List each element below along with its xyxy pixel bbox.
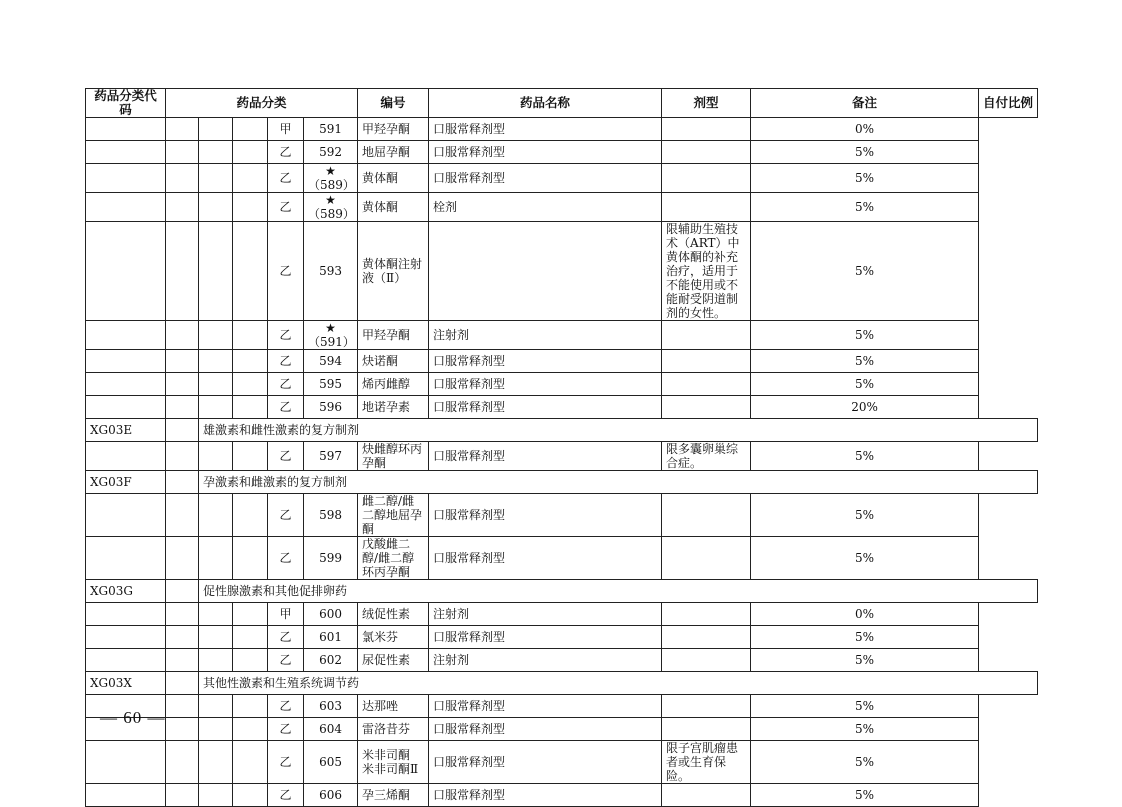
drug-name-cell — [358, 626, 429, 649]
drug-name: 地屈孕酮 — [362, 145, 411, 159]
header-name: 药品名称 — [429, 89, 662, 118]
level-3-cell — [233, 784, 268, 807]
note-cell — [662, 494, 751, 537]
drug-name-cell — [358, 141, 429, 164]
category-name: 孕激素和雌激素的复方制剂 — [199, 471, 1038, 494]
drug-catalog-table — [85, 88, 1038, 807]
table-row — [86, 164, 1038, 193]
header-form: 剂型 — [662, 89, 751, 118]
number-cell: ★（589） — [304, 193, 358, 222]
note-cell — [662, 784, 751, 807]
header-ratio: 自付比例 — [979, 89, 1038, 118]
ratio-cell: 5% — [751, 193, 979, 222]
ratio-cell: 5% — [751, 695, 979, 718]
dosage-form-cell — [429, 222, 662, 321]
code-cell — [86, 118, 166, 141]
number-cell: 592 — [304, 141, 358, 164]
level-3-cell — [233, 741, 268, 784]
note-cell — [662, 373, 751, 396]
dosage-form-cell: 口服常释剂型 — [429, 695, 662, 718]
dosage-form-cell: 口服常释剂型 — [429, 118, 662, 141]
level-3-cell — [233, 649, 268, 672]
drug-name: 雌二醇/雌二醇地屈孕酮 — [362, 494, 423, 536]
number-cell: ★（591） — [304, 321, 358, 350]
number-cell: 601 — [304, 626, 358, 649]
table-row — [86, 494, 1038, 537]
code-cell — [86, 649, 166, 672]
drug-name-cell — [358, 164, 429, 193]
note-cell — [662, 321, 751, 350]
number-cell: 597 — [304, 442, 358, 471]
number-cell: 599 — [304, 537, 358, 580]
table-row — [86, 350, 1038, 373]
drug-name-cell — [358, 442, 429, 471]
dosage-form-cell: 口服常释剂型 — [429, 784, 662, 807]
note-cell: 限多囊卵巢综合症。 — [662, 442, 751, 471]
number-cell: 596 — [304, 396, 358, 419]
drug-name-cell — [358, 321, 429, 350]
category-spacer — [166, 672, 199, 695]
class-cell: 乙 — [268, 193, 304, 222]
drug-name-cell — [358, 193, 429, 222]
class-cell: 乙 — [268, 321, 304, 350]
level-1-cell — [166, 718, 199, 741]
class-cell: 乙 — [268, 537, 304, 580]
ratio-cell: 5% — [751, 321, 979, 350]
number-cell: 594 — [304, 350, 358, 373]
header-code: 药品分类代码 — [86, 89, 166, 118]
level-2-cell — [199, 718, 233, 741]
drug-name: 孕三烯酮 — [362, 788, 411, 802]
number-cell: 598 — [304, 494, 358, 537]
ratio-cell: 20% — [751, 396, 979, 419]
level-1-cell — [166, 141, 199, 164]
note-cell — [662, 164, 751, 193]
drug-name: 黄体酮 — [362, 200, 399, 214]
level-1-cell — [166, 741, 199, 784]
table-row — [86, 718, 1038, 741]
ratio-cell: 5% — [751, 494, 979, 537]
code-cell — [86, 494, 166, 537]
drug-name: 甲羟孕酮 — [362, 122, 411, 136]
number-cell: 602 — [304, 649, 358, 672]
category-code: XG03F — [86, 471, 166, 494]
drug-name: 黄体酮 — [362, 171, 399, 185]
class-cell: 乙 — [268, 626, 304, 649]
level-1-cell — [166, 494, 199, 537]
drug-name-cell — [358, 603, 429, 626]
level-2-cell — [199, 442, 233, 471]
drug-name-cell — [358, 649, 429, 672]
category-row — [86, 672, 1038, 695]
table-row — [86, 141, 1038, 164]
table-row — [86, 649, 1038, 672]
drug-name: 绒促性素 — [362, 607, 411, 621]
table-row — [86, 695, 1038, 718]
dosage-form-cell: 口服常释剂型 — [429, 350, 662, 373]
ratio-cell: 5% — [751, 784, 979, 807]
dosage-form-cell: 口服常释剂型 — [429, 373, 662, 396]
ratio-cell: 0% — [751, 603, 979, 626]
dosage-form-cell: 口服常释剂型 — [429, 141, 662, 164]
level-2-cell — [199, 193, 233, 222]
code-cell — [86, 164, 166, 193]
dosage-form-cell: 注射剂 — [429, 603, 662, 626]
level-2-cell — [199, 164, 233, 193]
table-row — [86, 537, 1038, 580]
level-3-cell — [233, 193, 268, 222]
dosage-form-cell: 口服常释剂型 — [429, 537, 662, 580]
level-1-cell — [166, 537, 199, 580]
table-row — [86, 222, 1038, 321]
level-3-cell — [233, 164, 268, 193]
header-number: 编号 — [358, 89, 429, 118]
level-3-cell — [233, 537, 268, 580]
level-3-cell — [233, 494, 268, 537]
level-3-cell — [233, 350, 268, 373]
ratio-cell: 5% — [751, 537, 979, 580]
drug-name-cell — [358, 741, 429, 784]
drug-name-cell — [358, 784, 429, 807]
class-cell: 乙 — [268, 784, 304, 807]
level-3-cell — [233, 396, 268, 419]
note-cell: 限辅助生殖技术（ART）中黄体酮的补充治疗，适用于不能使用或不能耐受阴道制剂的女性。 — [662, 222, 751, 321]
category-row — [86, 580, 1038, 603]
ratio-cell: 5% — [751, 373, 979, 396]
number-cell: 593 — [304, 222, 358, 321]
drug-name-cell — [358, 396, 429, 419]
ratio-cell: 5% — [751, 718, 979, 741]
level-1-cell — [166, 164, 199, 193]
note-cell — [662, 695, 751, 718]
number-cell: 591 — [304, 118, 358, 141]
table-row — [86, 741, 1038, 784]
note-cell — [662, 396, 751, 419]
code-cell — [86, 373, 166, 396]
category-code: XG03E — [86, 419, 166, 442]
level-1-cell — [166, 649, 199, 672]
class-cell: 乙 — [268, 164, 304, 193]
class-cell: 乙 — [268, 350, 304, 373]
level-2-cell — [199, 741, 233, 784]
category-code: XG03G — [86, 580, 166, 603]
code-cell — [86, 222, 166, 321]
ratio-cell: 5% — [751, 164, 979, 193]
dosage-form-cell: 口服常释剂型 — [429, 718, 662, 741]
level-1-cell — [166, 626, 199, 649]
drug-name-cell — [358, 695, 429, 718]
table-row — [86, 603, 1038, 626]
drug-name-cell — [358, 350, 429, 373]
ratio-cell: 5% — [751, 649, 979, 672]
ratio-cell: 5% — [751, 442, 979, 471]
drug-name-cell — [358, 222, 429, 321]
class-cell: 乙 — [268, 396, 304, 419]
drug-name: 烯丙雌醇 — [362, 377, 411, 391]
code-cell — [86, 396, 166, 419]
number-cell: 606 — [304, 784, 358, 807]
level-1-cell — [166, 193, 199, 222]
class-cell: 乙 — [268, 141, 304, 164]
level-2-cell — [199, 350, 233, 373]
drug-name: 达那唑 — [362, 699, 399, 713]
level-3-cell — [233, 442, 268, 471]
level-1-cell — [166, 695, 199, 718]
category-name: 其他性激素和生殖系统调节药 — [199, 672, 1038, 695]
level-1-cell — [166, 321, 199, 350]
table-row — [86, 784, 1038, 807]
table-row — [86, 373, 1038, 396]
level-3-cell — [233, 222, 268, 321]
note-cell — [662, 350, 751, 373]
code-cell — [86, 537, 166, 580]
code-cell — [86, 442, 166, 471]
dosage-form-cell: 口服常释剂型 — [429, 164, 662, 193]
class-cell: 乙 — [268, 373, 304, 396]
drug-name-cell — [358, 718, 429, 741]
note-cell — [662, 626, 751, 649]
category-spacer — [166, 471, 199, 494]
table-row — [86, 442, 1038, 471]
category-row — [86, 419, 1038, 442]
class-cell: 甲 — [268, 603, 304, 626]
class-cell: 乙 — [268, 649, 304, 672]
header-note: 备注 — [751, 89, 979, 118]
page-number: — 60 — — [100, 708, 166, 727]
category-name: 促性腺激素和其他促排卵药 — [199, 580, 1038, 603]
level-2-cell — [199, 537, 233, 580]
class-cell: 乙 — [268, 222, 304, 321]
level-3-cell — [233, 118, 268, 141]
level-3-cell — [233, 718, 268, 741]
note-cell — [662, 118, 751, 141]
level-2-cell — [199, 373, 233, 396]
table-row — [86, 118, 1038, 141]
drug-name: 甲羟孕酮 — [362, 328, 411, 342]
dosage-form-cell: 栓剂 — [429, 193, 662, 222]
dosage-form-cell: 口服常释剂型 — [429, 741, 662, 784]
dosage-form-cell: 口服常释剂型 — [429, 442, 662, 471]
table-header-row — [86, 89, 1038, 118]
level-2-cell — [199, 494, 233, 537]
note-cell — [662, 537, 751, 580]
level-3-cell — [233, 373, 268, 396]
dosage-form-cell: 口服常释剂型 — [429, 396, 662, 419]
dosage-form-cell: 注射剂 — [429, 321, 662, 350]
drug-name: 地诺孕素 — [362, 400, 411, 414]
number-cell: 604 — [304, 718, 358, 741]
level-1-cell — [166, 442, 199, 471]
ratio-cell: 0% — [751, 118, 979, 141]
table-row — [86, 396, 1038, 419]
category-name: 雄激素和雌性激素的复方制剂 — [199, 419, 1038, 442]
level-2-cell — [199, 222, 233, 321]
level-2-cell — [199, 141, 233, 164]
ratio-cell: 5% — [751, 141, 979, 164]
level-1-cell — [166, 350, 199, 373]
ratio-cell: 5% — [751, 626, 979, 649]
code-cell — [86, 141, 166, 164]
drug-name-cell — [358, 494, 429, 537]
note-cell — [662, 193, 751, 222]
note-cell — [662, 649, 751, 672]
level-2-cell — [199, 603, 233, 626]
ratio-cell: 5% — [751, 222, 979, 321]
category-row — [86, 471, 1038, 494]
level-1-cell — [166, 603, 199, 626]
level-2-cell — [199, 784, 233, 807]
level-1-cell — [166, 222, 199, 321]
level-3-cell — [233, 626, 268, 649]
level-3-cell — [233, 141, 268, 164]
class-cell: 乙 — [268, 494, 304, 537]
header-category: 药品分类 — [166, 89, 358, 118]
code-cell — [86, 350, 166, 373]
level-3-cell — [233, 321, 268, 350]
drug-name-cell — [358, 373, 429, 396]
number-cell: 600 — [304, 603, 358, 626]
level-1-cell — [166, 373, 199, 396]
level-2-cell — [199, 118, 233, 141]
level-3-cell — [233, 603, 268, 626]
note-cell: 限子宫肌瘤患者或生育保险。 — [662, 741, 751, 784]
class-cell: 乙 — [268, 695, 304, 718]
ratio-cell: 5% — [751, 350, 979, 373]
code-cell — [86, 784, 166, 807]
number-cell: 603 — [304, 695, 358, 718]
note-cell — [662, 603, 751, 626]
number-cell: 595 — [304, 373, 358, 396]
table-row — [86, 321, 1038, 350]
level-2-cell — [199, 626, 233, 649]
level-1-cell — [166, 396, 199, 419]
drug-name: 雷洛昔芬 — [362, 722, 411, 736]
level-3-cell — [233, 695, 268, 718]
dosage-form-cell: 口服常释剂型 — [429, 494, 662, 537]
drug-name: 炔雌醇环丙孕酮 — [362, 442, 423, 470]
dosage-form-cell: 口服常释剂型 — [429, 626, 662, 649]
drug-name: 尿促性素 — [362, 653, 411, 667]
code-cell — [86, 321, 166, 350]
number-cell: ★（589） — [304, 164, 358, 193]
code-cell — [86, 626, 166, 649]
table-row — [86, 193, 1038, 222]
note-cell — [662, 141, 751, 164]
ratio-cell: 5% — [751, 741, 979, 784]
category-spacer — [166, 419, 199, 442]
drug-name: 米非司酮 — [362, 748, 411, 762]
level-2-cell — [199, 396, 233, 419]
level-1-cell — [166, 784, 199, 807]
level-2-cell — [199, 649, 233, 672]
code-cell — [86, 603, 166, 626]
category-code: XG03X — [86, 672, 166, 695]
category-spacer — [166, 580, 199, 603]
drug-name-cell — [358, 118, 429, 141]
level-1-cell — [166, 118, 199, 141]
drug-name-cell — [358, 537, 429, 580]
code-cell — [86, 193, 166, 222]
drug-name-alt: 米非司酮Ⅱ — [362, 762, 419, 776]
class-cell: 乙 — [268, 718, 304, 741]
level-2-cell — [199, 695, 233, 718]
table-row — [86, 626, 1038, 649]
drug-name: 氯米芬 — [362, 630, 399, 644]
class-cell: 乙 — [268, 442, 304, 471]
code-cell — [86, 741, 166, 784]
drug-name: 戊酸雌二醇/雌二醇环丙孕酮 — [362, 537, 415, 579]
drug-name: 黄体酮注射液（Ⅱ） — [362, 257, 423, 285]
level-2-cell — [199, 321, 233, 350]
dosage-form-cell: 注射剂 — [429, 649, 662, 672]
class-cell: 乙 — [268, 741, 304, 784]
note-cell — [662, 718, 751, 741]
number-cell: 605 — [304, 741, 358, 784]
drug-name: 炔诺酮 — [362, 354, 399, 368]
class-cell: 甲 — [268, 118, 304, 141]
